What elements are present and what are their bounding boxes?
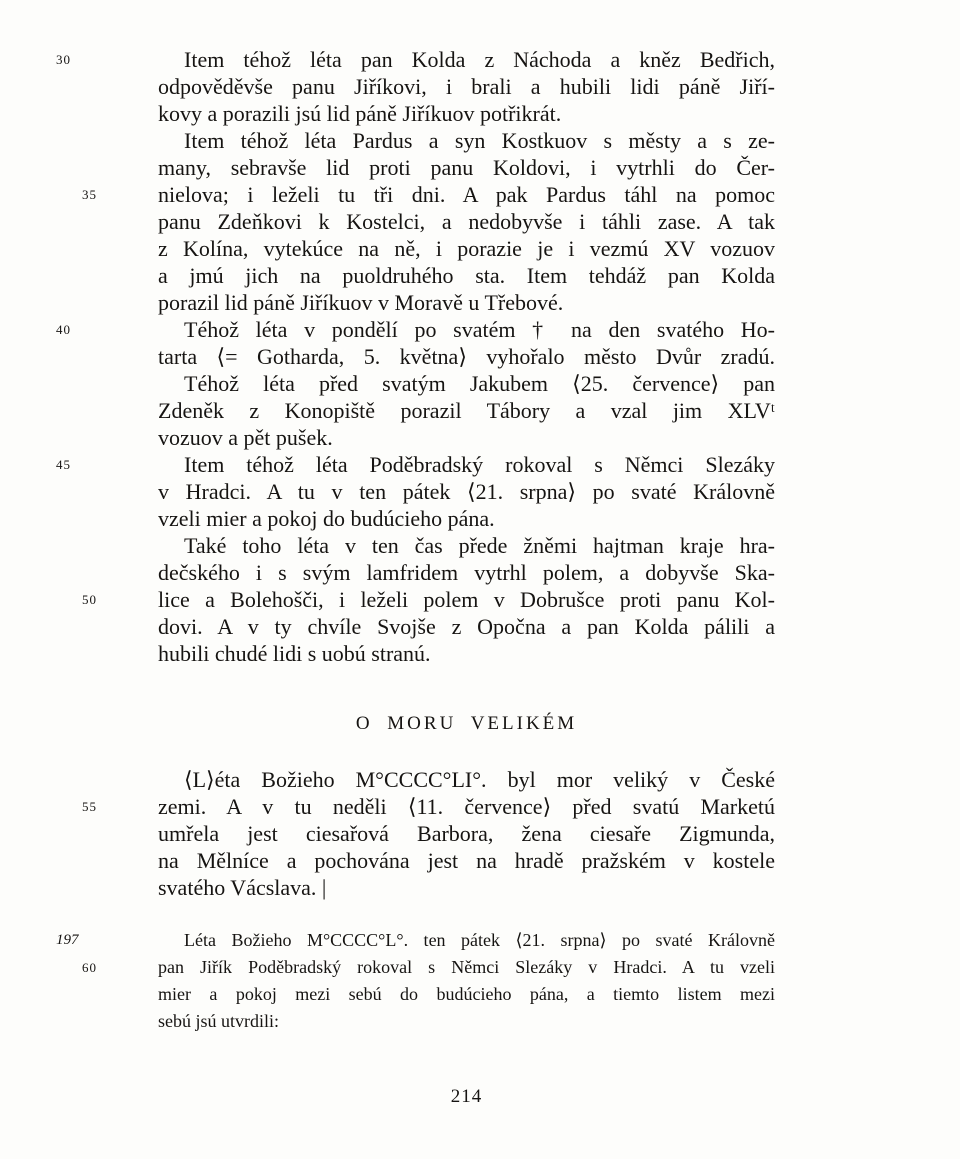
text-line <box>82 793 775 820</box>
text-line <box>158 262 775 289</box>
margin-line-number: 40 <box>56 322 71 337</box>
text-line <box>158 505 775 532</box>
line-text: zemi. A v tu neděli ⟨11. července⟩ před svatú Marketú <box>158 794 775 819</box>
text-line <box>82 181 775 208</box>
text-line <box>82 586 775 613</box>
text-line <box>158 766 775 793</box>
section-heading: O MORU VELIKÉM <box>355 713 578 734</box>
line-text: kovy a porazili jsú lid páně Jiříkuov potřikrát. <box>158 101 562 126</box>
line-text: Téhož léta před svatým Jakubem ⟨25. července⟩ pan <box>184 371 775 396</box>
text-line <box>82 954 775 981</box>
text-line <box>158 981 775 1008</box>
line-text: na Mělníce a pochována jest na hradě pražském v kostele <box>158 848 775 873</box>
line-text: nielova; i leželi tu tři dni. A pak Pardus táhl na pomoc <box>158 182 775 207</box>
line-text: a jmú jich na puoldruhého sta. Item tehdáž pan Kolda <box>158 263 775 288</box>
line-text: Léta Božieho M°CCCC°L°. ten pátek ⟨21. srpna⟩ po svaté Královně <box>184 930 775 950</box>
text-line <box>158 874 775 901</box>
text-line <box>158 640 775 667</box>
line-text: odpověděvše panu Jiříkovi, i brali a hubili lidi páně Jiří- <box>158 74 775 99</box>
line-text: svatého Vácslava. | <box>158 875 327 900</box>
margin-line-number: 197 <box>56 932 79 948</box>
text-line <box>158 127 775 154</box>
line-text: vozuov a pět pušek. <box>158 425 333 450</box>
line-text: dečského i s svým lamfridem vytrhl polem, a dobyvše Ska- <box>158 560 775 585</box>
text-line <box>158 289 775 316</box>
margin-line-number: 30 <box>56 52 71 67</box>
text-column <box>56 46 775 1035</box>
line-text: Téhož léta v pondělí po svatém † na den svatého Ho- <box>184 317 775 342</box>
text-line <box>158 397 775 424</box>
line-text: z Kolína, vytekúce na ně, i porazie je i vezmú XV vozuov <box>158 236 775 261</box>
text-line <box>158 154 775 181</box>
line-text: Item téhož léta Pardus a syn Kostkuov s městy a s ze- <box>184 128 775 153</box>
line-text: Item téhož léta Poděbradský rokoval s Němci Slezáky <box>184 452 775 477</box>
text-line <box>56 316 775 343</box>
page-number: 214 <box>450 1086 483 1107</box>
text-line <box>158 1008 775 1035</box>
line-text: hubili chudé lidi s uobú stranú. <box>158 641 431 666</box>
line-text: many, sebravše lid proti panu Koldovi, i vytrhli do Čer- <box>158 155 775 180</box>
paragraph-block <box>56 46 775 667</box>
line-text: ⟨L⟩éta Božieho M°CCCC°LI°. byl mor veliký v České <box>184 767 775 792</box>
text-line <box>56 927 775 954</box>
text-line <box>158 532 775 559</box>
text-line <box>158 73 775 100</box>
margin-line-number: 45 <box>56 457 71 472</box>
line-text: dovi. A v ty chvíle Svojše z Opočna a pan Kolda pálili a <box>158 614 775 639</box>
line-text: Také toho léta v ten čas přede žněmi hajtman kraje hra- <box>184 533 775 558</box>
paragraph-block <box>82 766 775 901</box>
line-text: v Hradci. A tu v ten pátek ⟨21. srpna⟩ po svaté Královně <box>158 479 775 504</box>
text-line <box>158 424 775 451</box>
paragraph-block <box>56 927 775 1035</box>
text-line <box>158 613 775 640</box>
text-line <box>158 820 775 847</box>
margin-line-number: 60 <box>82 960 97 975</box>
text-line <box>158 100 775 127</box>
text-line <box>56 451 775 478</box>
margin-line-number: 55 <box>82 799 97 814</box>
line-text: sebú jsú utvrdili: <box>158 1011 279 1031</box>
text-line <box>56 46 775 73</box>
text-line <box>158 478 775 505</box>
text-line <box>158 847 775 874</box>
line-text: vzeli mier a pokoj do budúcieho pána. <box>158 506 495 531</box>
text-line <box>158 208 775 235</box>
text-line <box>158 343 775 370</box>
margin-line-number: 50 <box>82 592 97 607</box>
line-text: Zdeněk z Konopiště porazil Tábory a vzal jim XLVᵗ <box>158 398 775 423</box>
line-text: pan Jiřík Poděbradský rokoval s Němci Slezáky v Hradci. A tu vzeli <box>158 957 775 977</box>
margin-line-number: 35 <box>82 187 97 202</box>
line-text: tarta ⟨= Gotharda, 5. května⟩ vyhořalo město Dvůr zradú. <box>158 344 775 369</box>
line-text: umřela jest ciesařová Barbora, žena ciesaře Zigmunda, <box>158 821 775 846</box>
text-line <box>158 235 775 262</box>
text-line <box>158 559 775 586</box>
line-text: Item téhož léta pan Kolda z Náchoda a kněz Bedřich, <box>184 47 775 72</box>
line-text: porazil lid páně Jiříkuov v Moravě u Třebové. <box>158 290 564 315</box>
line-text: mier a pokoj mezi sebú do budúcieho pána, a tiemto listem mezi <box>158 984 775 1004</box>
line-text: lice a Bolehošči, i leželi polem v Dobrušce proti panu Kol- <box>158 587 775 612</box>
text-line <box>158 370 775 397</box>
line-text: panu Zdeňkovi k Kostelci, a nedobyvše i táhli zase. A tak <box>158 209 775 234</box>
